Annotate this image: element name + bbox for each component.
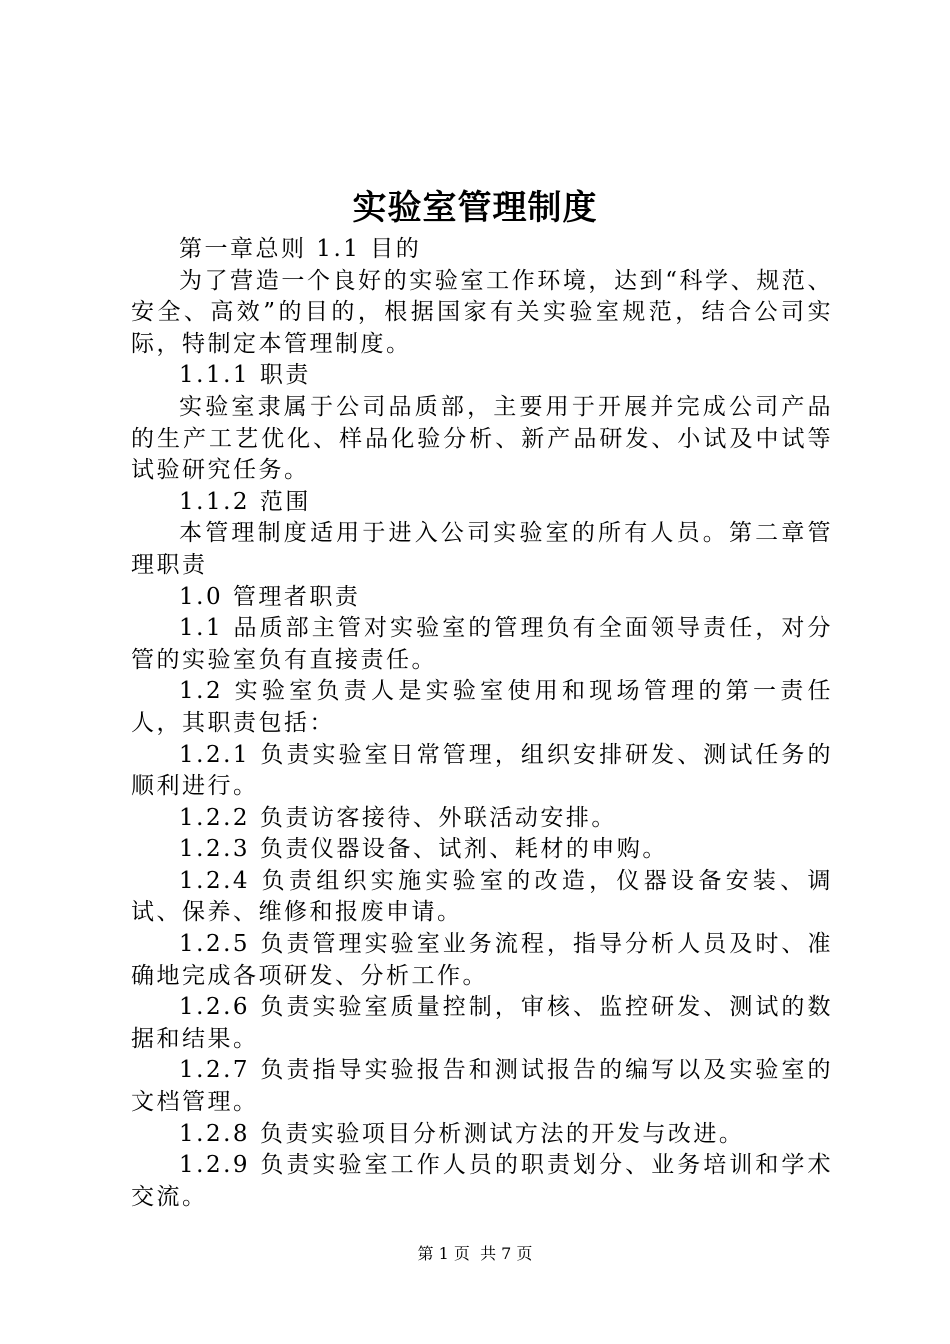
page-number-footer: 第 1 页 共 7 页 xyxy=(417,1244,533,1263)
paragraph-section-1-0: 1.0 管理者职责 xyxy=(179,583,361,610)
paragraph-item-1-2-3: 1.2.3 负责仪器设备、试剂、耗材的申购。 xyxy=(179,836,668,863)
paragraph-purpose: 为了营造一个良好的实验室工作环境，达到“科学、规范、安全、高效”的目的，根据国家有关实验室规范，结合公司实际，特制定本管理制度。 xyxy=(131,267,833,357)
paragraph-section-1-1-2: 1.1.2 范围 xyxy=(179,488,311,515)
document-body xyxy=(131,234,833,1213)
paragraph-item-1-2-1: 1.2.1 负责实验室日常管理，组织安排研发、测试任务的顺利进行。 xyxy=(131,741,833,800)
paragraph-item-1-2-9: 1.2.9 负责实验室工作人员的职责划分、业务培训和学术交流。 xyxy=(131,1152,833,1210)
paragraph-section-1-1-1: 1.1.1 职责 xyxy=(179,362,311,389)
paragraph-item-1-2-5: 1.2.5 负责管理实验室业务流程，指导分析人员及时、准确地完成各项研发、分析工作。 xyxy=(131,931,833,989)
paragraph-item-1-2-8: 1.2.8 负责实验项目分析测试方法的开发与改进。 xyxy=(179,1120,745,1147)
paragraph-item-1-2-4: 1.2.4 负责组织实施实验室的改造，仪器设备安装、调试、保养、维修和报废申请。 xyxy=(131,867,833,926)
paragraph-item-1-2-7: 1.2.7 负责指导实验报告和测试报告的编写以及实验室的文档管理。 xyxy=(131,1057,833,1116)
paragraph-responsibility: 实验室隶属于公司品质部，主要用于开展并完成公司产品的生产工艺优化、样品化验分析、新产品研发、小试及中试等试验研究任务。 xyxy=(131,393,833,484)
paragraph-chapter-1-heading: 第一章总则 1.1 目的 xyxy=(179,236,422,262)
document-title: 实验室管理制度 xyxy=(352,188,598,228)
paragraph-scope: 本管理制度适用于进入公司实验室的所有人员。第二章管理职责 xyxy=(131,520,833,578)
paragraph-item-1-2: 1.2 实验室负责人是实验室使用和现场管理的第一责任人，其职责包括： xyxy=(131,678,833,736)
paragraph-item-1-2-6: 1.2.6 负责实验室质量控制，审核、监控研发、测试的数据和结果。 xyxy=(131,994,833,1052)
paragraph-item-1-2-2: 1.2.2 负责访客接待、外联活动安排。 xyxy=(179,804,617,831)
paragraph-item-1-1: 1.1 品质部主管对实验室的管理负有全面领导责任，对分管的实验室负有直接责任。 xyxy=(131,615,833,673)
